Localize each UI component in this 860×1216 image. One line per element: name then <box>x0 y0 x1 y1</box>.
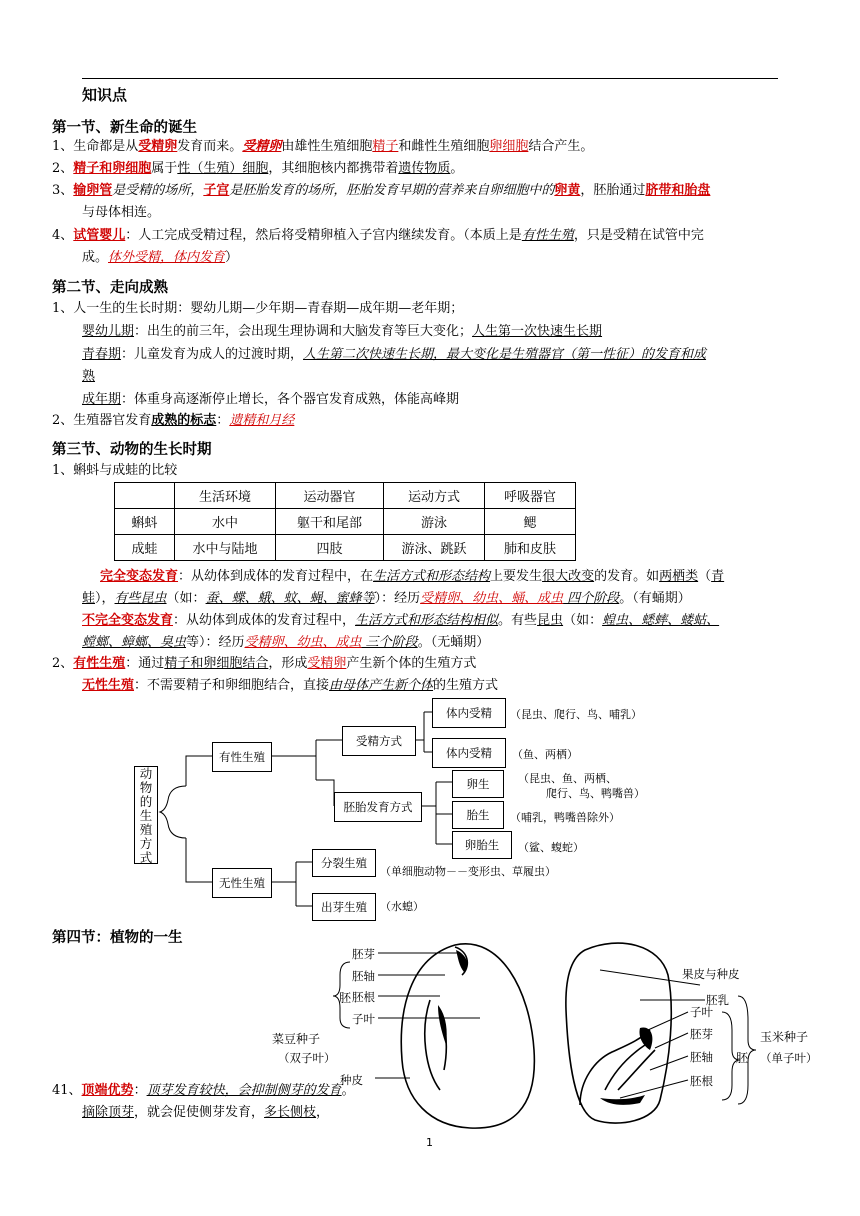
bean-embryo-label: 胚 <box>339 991 352 1005</box>
s4-line-41: 41、顶端优势：顶芽发育较快，会抑制侧芽的发育。 <box>52 1083 355 1098</box>
budding-box: 出芽生殖 <box>312 893 376 921</box>
budding-note: （水螅） <box>380 900 424 913</box>
viviparous-box: 胎生 <box>452 801 504 829</box>
s2-line-3: 青春期：儿童发育为成人的过渡时期，人生第二次快速生长期，最大变化是生殖器官（第一性征）的发育和成 <box>82 347 707 362</box>
s2-line-3b: 熟 <box>82 369 96 384</box>
corn-cotyledon-label: 子叶 <box>690 1005 713 1019</box>
fert-box: 受精方式 <box>342 726 416 756</box>
fission-box: 分裂生殖 <box>312 849 376 877</box>
s2-line-5: 2、生殖器官发育成熟的标志：遗精和月经 <box>52 413 295 428</box>
bean-hypocotyl-label: 胚轴 <box>352 969 375 983</box>
s3-complete-meta-b: 蛙），有些昆虫（如：蚕、蝶、蛾、蚊、蝇、蜜蜂等）：经历受精卵、幼虫、蛹、成虫 四个阶段。（有蛹期） <box>82 591 691 606</box>
s1-line-3b: 与母体相连。 <box>82 205 161 220</box>
bean-coat-label: 种皮 <box>340 1073 363 1087</box>
section-1-title: 第一节、新生命的诞生 <box>52 119 197 136</box>
s1-line-3: 3、输卵管是受精的场所，子宫是胚胎发育的场所，胚胎发育早期的营养来自卵细胞中的卵黄，胚胎通过脐带和胎盘 <box>52 183 711 198</box>
s3-line-2: 2、有性生殖：通过精子和卵细胞结合，形成受精卵产生新个体的生殖方式 <box>52 656 477 671</box>
table-cell: 水中与陆地 <box>175 535 276 561</box>
corn-seed-type: （单子叶） <box>760 1051 818 1065</box>
table-cell: 游泳、跳跃 <box>384 535 485 561</box>
bean-radicle-label: 胚根 <box>352 990 375 1004</box>
ovoviviparous-box: 卵胎生 <box>452 831 512 859</box>
s1-line-1: 1、生命都是从受精卵发育而来。受精卵由雄性生殖细胞精子和雌性生殖细胞卵细胞结合产生。 <box>52 139 594 154</box>
bean-cotyledon-label: 子叶 <box>352 1012 375 1026</box>
table-cell: 躯干和尾部 <box>276 509 384 535</box>
section-2-title: 第二节、走向成熟 <box>52 279 168 296</box>
table-header: 生活环境 <box>175 483 276 509</box>
corn-plumule-label: 胚芽 <box>690 1027 713 1041</box>
s3-incomplete-meta: 不完全变态发育：从幼体到成体的发育过程中，生活方式和形态结构相似。有些昆虫（如：蝗虫、蟋蟀、蝼蛄、 <box>82 613 720 628</box>
s1-line-4: 4、试管婴儿：人工完成受精过程，然后将受精卵植入子宫内继续发育。（本质上是有性生殖，只是受精在试管中完 <box>52 228 704 243</box>
external-note: （鱼、两栖） <box>512 748 578 761</box>
oviparous-note-1: （昆虫、鱼、两栖、 <box>518 772 617 785</box>
s2-line-1: 1、人一生的生长时期：婴幼儿期—少年期—青春期—成年期—老年期； <box>52 301 464 316</box>
table-cell: 游泳 <box>384 509 485 535</box>
corn-embryo-label: 胚 <box>736 1051 749 1065</box>
s4-line-42: 摘除顶芽，就会促使侧芽发育，多长侧枝， <box>82 1105 330 1120</box>
ovoviviparous-note: （鲨、蝮蛇） <box>518 841 584 854</box>
table-cell: 鳃 <box>485 509 576 535</box>
page-number: 1 <box>426 1136 433 1149</box>
s3-incomplete-meta-b: 螳螂、蟑螂、臭虫等）：经历受精卵、幼虫、成虫 三个阶段。（无蛹期） <box>82 635 490 650</box>
viviparous-note: （哺乳，鸭嘴兽除外） <box>510 811 620 824</box>
bean-seed-type: （双子叶） <box>278 1051 336 1065</box>
corn-hypocotyl-label: 胚轴 <box>690 1050 713 1064</box>
s1-line-2: 2、精子和卵细胞属于性（生殖）细胞，其细胞核内都携带着遗传物质。 <box>52 161 464 176</box>
corn-pericarp-label: 果皮与种皮 <box>682 967 740 981</box>
table-cell: 成蛙 <box>115 535 175 561</box>
table-header: 运动器官 <box>276 483 384 509</box>
internal-box: 体内受精 <box>432 698 506 728</box>
oviparous-box: 卵生 <box>452 770 504 798</box>
table-cell: 四肢 <box>276 535 384 561</box>
s3-complete-meta: 完全变态发育：从幼体到成体的发育过程中，在生活方式和形态结构上要发生很大改变的发育。如两栖类（青 <box>100 569 725 584</box>
bean-plumule-label: 胚芽 <box>352 947 375 961</box>
s3-line-1: 1、蝌蚪与成蛙的比较 <box>52 463 178 478</box>
table-cell: 水中 <box>175 509 276 535</box>
external-box: 体内受精 <box>432 738 506 768</box>
table-cell: 肺和皮肤 <box>485 535 576 561</box>
sexual-box: 有性生殖 <box>212 742 272 772</box>
oviparous-note-2: 爬行、鸟、鸭嘴兽） <box>546 787 645 800</box>
corn-endosperm-label: 胚乳 <box>706 993 729 1007</box>
root-box: 动物的生殖方式 <box>134 766 158 864</box>
section-4-title: 第四节：植物的一生 <box>52 929 183 946</box>
corn-seed-drawing <box>566 943 671 1123</box>
fission-note: （单细胞动物－－变形虫、草履虫） <box>380 865 556 878</box>
page-heading: 知识点 <box>82 86 128 104</box>
asexual-box: 无性生殖 <box>212 868 272 898</box>
bean-seed-name: 菜豆种子 <box>272 1032 321 1046</box>
corn-radicle-label: 胚根 <box>690 1074 713 1088</box>
s2-line-4: 成年期：体重身高逐渐停止增长，各个器官发育成熟，体能高峰期 <box>82 392 460 407</box>
internal-note: （昆虫、爬行、鸟、哺乳） <box>510 708 642 721</box>
s1-line-4b: 成。体外受精，体内发育） <box>82 250 239 265</box>
table-header: 呼吸器官 <box>485 483 576 509</box>
section-3-title: 第三节、动物的生长时期 <box>52 441 212 458</box>
table-cell: 蝌蚪 <box>115 509 175 535</box>
s3-line-3: 无性生殖：不需要精子和卵细胞结合，直接由母体产生新个体的生殖方式 <box>82 678 499 693</box>
bean-seed-drawing <box>401 944 534 1128</box>
s2-line-2: 婴幼儿期：出生的前三年，会出现生理协调和大脑发育等巨大变化；人生第一次快速生长期 <box>82 324 603 339</box>
table-header: 运动方式 <box>384 483 485 509</box>
embryo-box: 胚胎发育方式 <box>334 792 422 822</box>
corn-seed-name: 玉米种子 <box>760 1030 809 1044</box>
